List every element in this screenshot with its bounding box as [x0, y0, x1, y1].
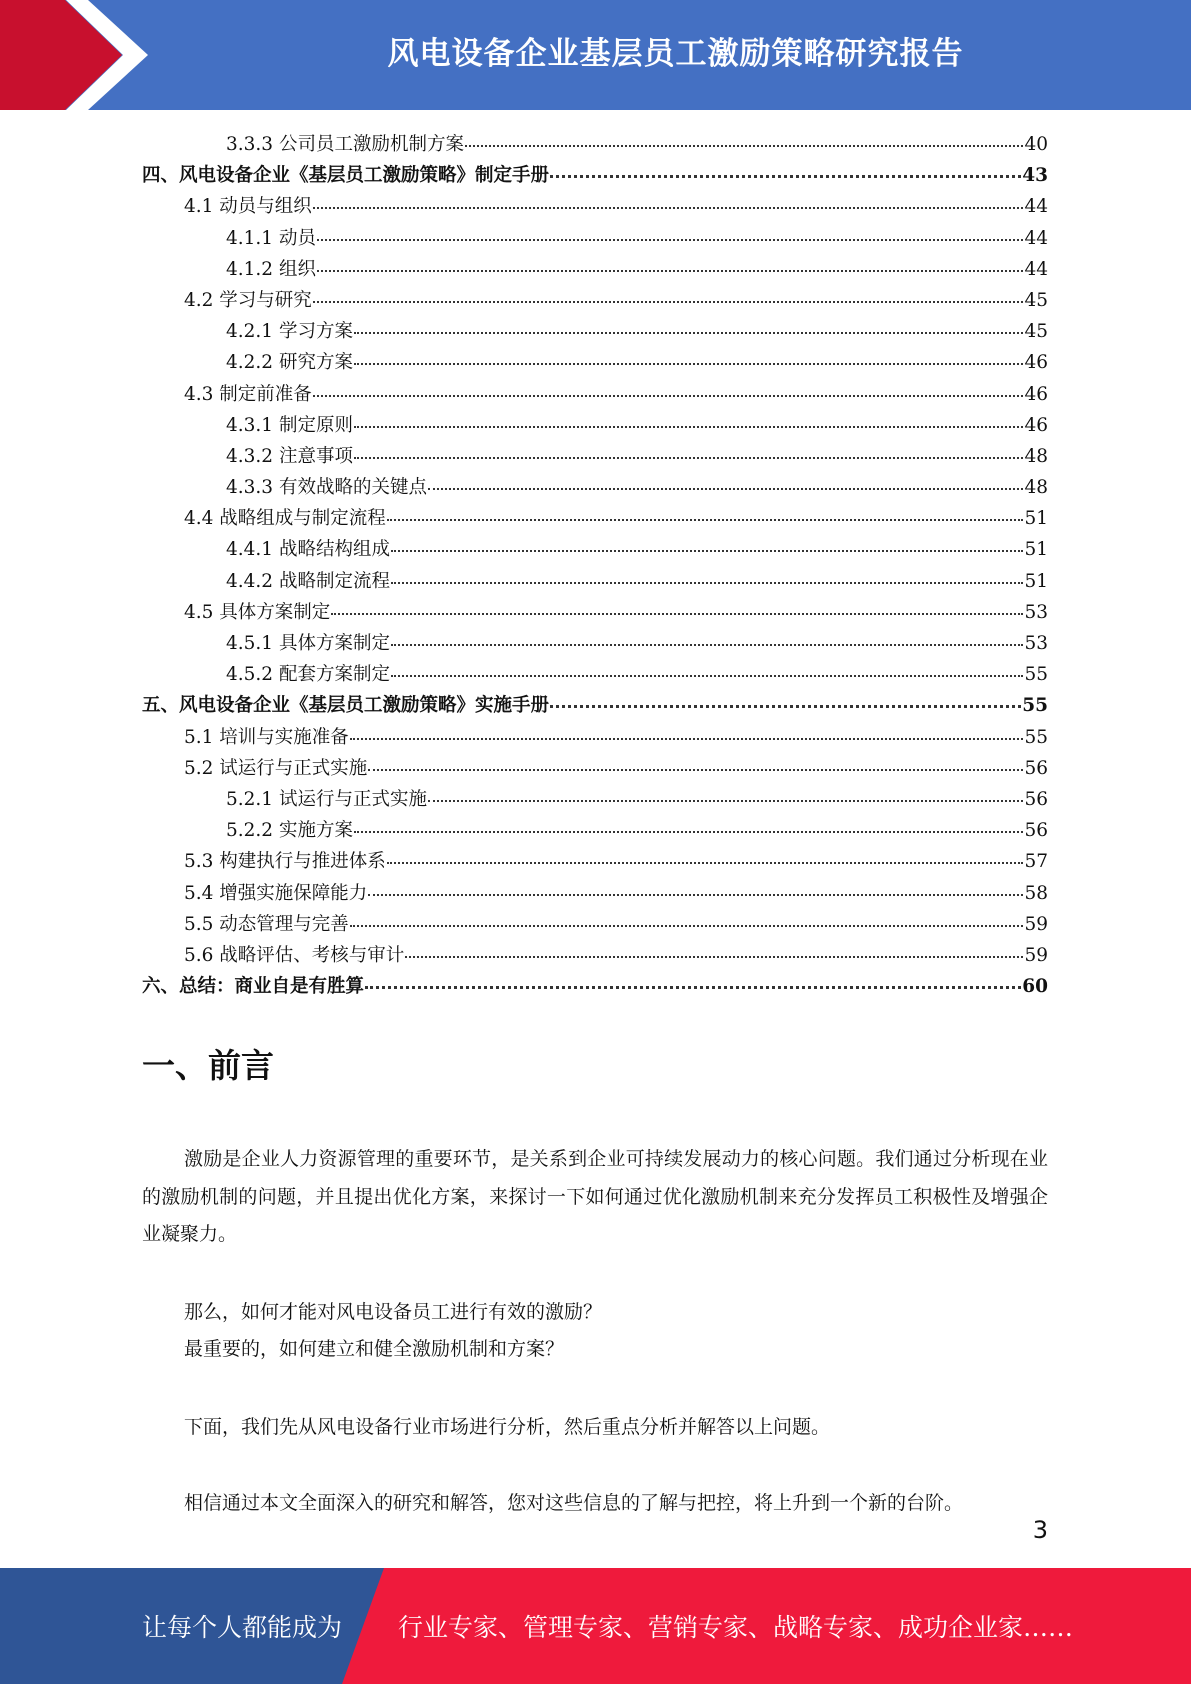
- toc-entry-label: 4.1.1 动员: [226, 227, 316, 249]
- toc-leader-dots: [391, 582, 1023, 584]
- toc-entry-label: 4.5.2 配套方案制定: [226, 664, 390, 686]
- toc-entry-label: 3.3.3 公司员工激励机制方案: [226, 134, 464, 155]
- toc-entry[interactable]: [142, 160, 1048, 191]
- toc-entry-label: 四、风电设备企业《基层员工激励策略》制定手册: [142, 165, 550, 187]
- toc-entry[interactable]: [142, 254, 1048, 285]
- toc-entry-page: 56: [1024, 757, 1048, 779]
- toc-entry-page: 55: [1024, 664, 1048, 686]
- toc-entry[interactable]: [142, 379, 1048, 410]
- toc-entry-label: 六、总结：商业自是有胜算: [142, 976, 365, 998]
- toc-entry-page: 48: [1024, 477, 1048, 499]
- header-band: [0, 0, 1191, 110]
- page-number: 3: [1032, 1516, 1048, 1544]
- toc-leader-dots: [350, 738, 1024, 740]
- toc-entry-label: 4.2.1 学习方案: [226, 321, 353, 343]
- table-of-contents: [142, 129, 1048, 1002]
- toc-leader-dots: [354, 831, 1024, 833]
- toc-entry-page: 51: [1024, 570, 1048, 592]
- toc-entry[interactable]: [142, 441, 1048, 472]
- toc-entry-label: 5.1 培训与实施准备: [184, 726, 349, 748]
- toc-entry-page: 44: [1024, 196, 1048, 218]
- closing-line: 相信通过本文全面深入的研究和解答，您对这些信息的了解与把控，将上升到一个新的台阶。: [184, 1492, 964, 1514]
- toc-entry-label: 4.3 制定前准备: [184, 383, 312, 405]
- toc-entry[interactable]: [142, 628, 1048, 659]
- toc-entry[interactable]: [142, 659, 1048, 690]
- toc-entry-label: 5.6 战略评估、考核与审计: [184, 944, 405, 966]
- toc-entry-label: 4.3.3 有效战略的关键点: [226, 477, 427, 499]
- toc-leader-dots: [391, 644, 1023, 646]
- toc-entry-page: 56: [1024, 820, 1048, 842]
- toc-entry-label: 5.4 增强实施保障能力: [184, 882, 368, 904]
- toc-entry[interactable]: [142, 285, 1048, 316]
- toc-leader-dots: [428, 800, 1023, 802]
- intro-paragraph: 激励是企业人力资源管理的重要环节，是关系到企业可持续发展动力的核心问题。我们通过分析现在业的激励机制的问题，并且提出优化方案，来探讨一下如何通过优化激励机制来充分发挥员工积极性及增强企业凝聚力。: [142, 1148, 1048, 1245]
- toc-entry-label: 4.3.2 注意事项: [226, 445, 353, 467]
- toc-entry-label: 五、风电设备企业《基层员工激励策略》实施手册: [142, 695, 550, 717]
- toc-leader-dots: [317, 239, 1024, 241]
- toc-entry-label: 4.4.2 战略制定流程: [226, 570, 390, 592]
- toc-entry[interactable]: [142, 191, 1048, 222]
- toc-entry-label: 4.1.2 组织: [226, 258, 316, 280]
- toc-entry-page: 60: [1022, 976, 1048, 998]
- toc-entry[interactable]: [142, 722, 1048, 753]
- toc-entry-page: 51: [1024, 508, 1048, 530]
- toc-entry-page: 44: [1024, 227, 1048, 249]
- toc-leader-dots: [354, 426, 1024, 428]
- footer-slogan-right: 行业专家、管理专家、营销专家、战略专家、成功企业家……: [398, 1613, 1074, 1642]
- toc-entry-label: 4.4.1 战略结构组成: [226, 539, 390, 561]
- toc-entry-page: 55: [1022, 695, 1048, 717]
- footer-slogan-left: 让每个人都能成为: [142, 1613, 343, 1642]
- toc-leader-dots: [387, 519, 1024, 521]
- toc-entry-page: 40: [1024, 134, 1048, 155]
- toc-entry-page: 48: [1024, 445, 1048, 467]
- toc-entry[interactable]: [142, 971, 1048, 1002]
- red-arrow-ribbon: [0, 0, 160, 110]
- toc-leader-dots: [428, 488, 1023, 490]
- toc-entry-label: 4.5.1 具体方案制定: [226, 633, 390, 654]
- toc-entry-page: 45: [1024, 321, 1048, 343]
- toc-entry-label: 4.5 具体方案制定: [184, 601, 331, 623]
- toc-entry[interactable]: [142, 815, 1048, 846]
- toc-leader-dots: [365, 986, 1021, 989]
- toc-entry-page: 58: [1024, 882, 1048, 904]
- toc-entry-page: 56: [1024, 788, 1048, 810]
- toc-entry[interactable]: [142, 534, 1048, 565]
- toc-leader-dots: [313, 301, 1024, 303]
- toc-entry[interactable]: [142, 316, 1048, 347]
- report-title: 风电设备企业基层员工激励策略研究报告: [387, 35, 964, 72]
- toc-leader-dots: [313, 207, 1024, 209]
- toc-leader-dots: [391, 675, 1023, 677]
- toc-entry[interactable]: [142, 909, 1048, 940]
- toc-leader-dots: [550, 175, 1021, 178]
- toc-entry[interactable]: [142, 503, 1048, 534]
- toc-entry-label: 5.3 构建执行与推进体系: [184, 851, 386, 873]
- toc-entry-page: 46: [1024, 383, 1048, 405]
- toc-leader-dots: [387, 862, 1024, 864]
- toc-entry-page: 53: [1024, 633, 1048, 654]
- toc-entry-label: 5.2.1 试运行与正式实施: [226, 788, 427, 810]
- toc-entry-label: 4.3.1 制定原则: [226, 414, 353, 436]
- toc-entry-page: 44: [1024, 258, 1048, 280]
- toc-entry-page: 55: [1024, 726, 1048, 748]
- toc-leader-dots: [350, 925, 1024, 927]
- toc-leader-dots: [465, 145, 1023, 147]
- toc-entry-page: 53: [1024, 601, 1048, 623]
- toc-entry-page: 57: [1024, 851, 1048, 873]
- question-line-2: 最重要的，如何建立和健全激励机制和方案？: [184, 1338, 565, 1360]
- toc-leader-dots: [391, 550, 1023, 552]
- toc-entry-label: 4.2.2 研究方案: [226, 352, 353, 374]
- toc-entry[interactable]: [142, 940, 1048, 971]
- toc-entry[interactable]: [142, 690, 1048, 721]
- toc-entry-page: 43: [1022, 165, 1048, 187]
- toc-entry-label: 4.1 动员与组织: [184, 196, 312, 218]
- toc-entry[interactable]: [142, 784, 1048, 815]
- toc-entry-page: 59: [1024, 913, 1048, 935]
- toc-leader-dots: [354, 332, 1024, 334]
- toc-entry-page: 51: [1024, 539, 1048, 561]
- toc-leader-dots: [550, 705, 1021, 708]
- toc-entry-label: 5.5 动态管理与完善: [184, 913, 349, 935]
- toc-entry-page: 46: [1024, 414, 1048, 436]
- toc-entry[interactable]: [142, 597, 1048, 628]
- toc-leader-dots: [368, 894, 1023, 896]
- toc-entry[interactable]: [142, 753, 1048, 784]
- toc-entry[interactable]: [142, 223, 1048, 254]
- analysis-line: 下面，我们先从风电设备行业市场进行分析，然后重点分析并解答以上问题。: [184, 1416, 831, 1438]
- toc-leader-dots: [354, 457, 1024, 459]
- toc-entry-page: 46: [1024, 352, 1048, 374]
- toc-entry-label: 5.2 试运行与正式实施: [184, 757, 368, 779]
- toc-leader-dots: [317, 270, 1024, 272]
- toc-entry-page: 45: [1024, 289, 1048, 311]
- toc-leader-dots: [354, 363, 1024, 365]
- toc-entry[interactable]: [142, 347, 1048, 378]
- toc-entry[interactable]: [142, 846, 1048, 877]
- footer-band: [0, 1568, 1191, 1684]
- toc-leader-dots: [313, 395, 1024, 397]
- toc-entry[interactable]: [142, 566, 1048, 597]
- toc-leader-dots: [331, 613, 1023, 615]
- toc-entry-page: 59: [1024, 944, 1048, 966]
- toc-entry[interactable]: [142, 878, 1048, 909]
- toc-entry-label: 4.4 战略组成与制定流程: [184, 508, 386, 530]
- toc-entry[interactable]: [142, 129, 1048, 160]
- question-line-1: 那么，如何才能对风电设备员工进行有效的激励？: [184, 1301, 603, 1323]
- toc-entry-label: 4.2 学习与研究: [184, 289, 312, 311]
- toc-entry[interactable]: [142, 410, 1048, 441]
- toc-entry-label: 5.2.2 实施方案: [226, 820, 353, 842]
- section-heading: 一、前言: [142, 1046, 274, 1085]
- toc-leader-dots: [368, 769, 1023, 771]
- toc-leader-dots: [405, 956, 1023, 958]
- toc-entry[interactable]: [142, 472, 1048, 503]
